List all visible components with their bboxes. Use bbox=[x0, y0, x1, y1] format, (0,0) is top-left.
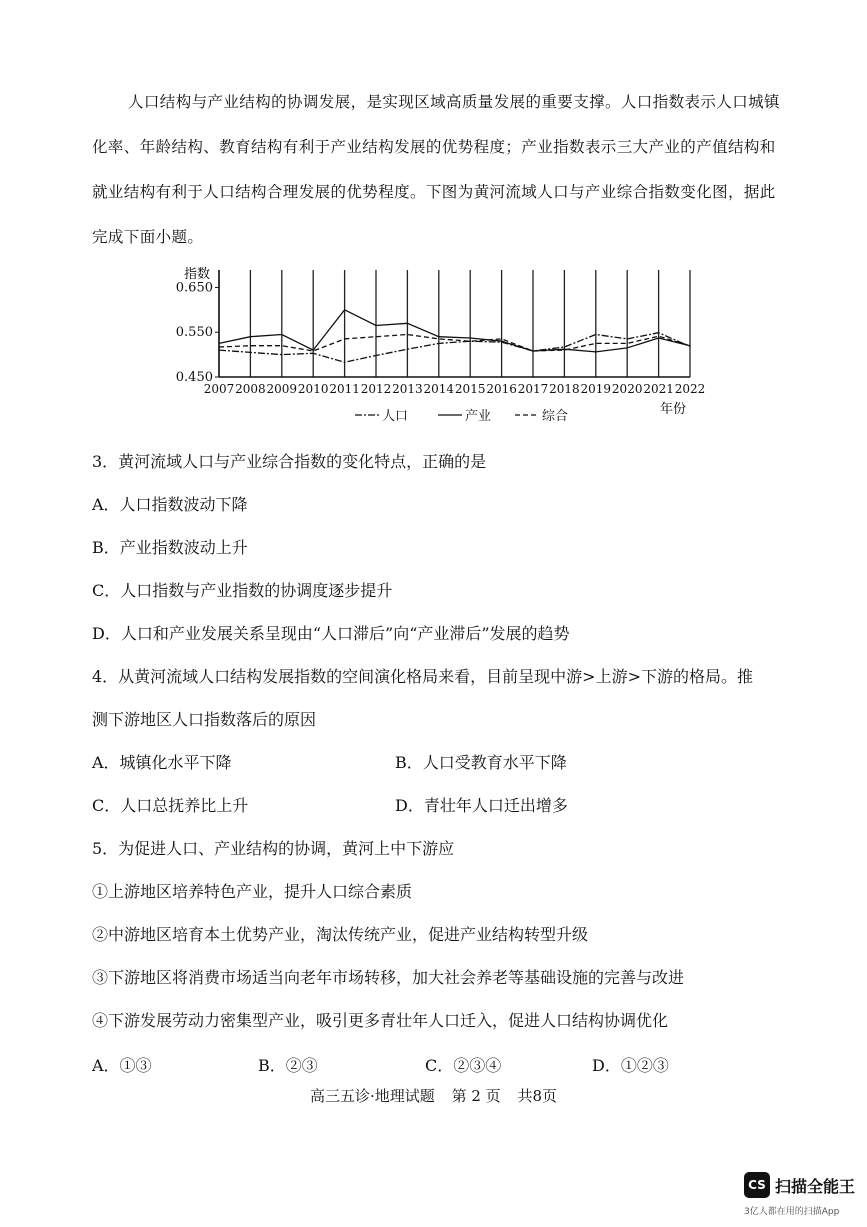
legend-label-综合: 综合 bbox=[542, 409, 569, 424]
chart-axes bbox=[176, 270, 705, 396]
intro-paragraph: 人口结构与产业结构的协调发展，是实现区域高质量发展的重要支撑。人口指数表示人口城镇化率、年龄结构、教育结构有利于产业结构发展的优势程度；产业指数表示三大产业的产值结构和就业结构有利于人口结构合理发展的优势程度。下图为黄河流域人口与产业综合指数变化图，据此完成下面小题。 bbox=[92, 93, 780, 246]
x-tick-label: 2009 bbox=[266, 382, 298, 396]
q3-option-c[interactable]: C．人口指数与产业指数的协调度逐步提升 bbox=[92, 581, 393, 600]
data-point bbox=[595, 334, 596, 335]
q4-option-d[interactable]: D．青壮年人口迁出增多 bbox=[395, 796, 568, 815]
q4-stem-line1: 4．从黄河流域人口结构发展指数的空间演化格局来看，目前呈现中游>上游>下游的格局。推 bbox=[92, 667, 753, 686]
data-point bbox=[501, 341, 502, 342]
x-tick-label: 2020 bbox=[611, 382, 643, 396]
line-chart bbox=[170, 264, 710, 434]
chart-series bbox=[218, 309, 690, 363]
data-point bbox=[689, 345, 690, 346]
chart-svg bbox=[170, 264, 710, 434]
data-point bbox=[407, 334, 408, 335]
data-point bbox=[344, 309, 345, 310]
q5-option-c[interactable]: C．②③④ bbox=[425, 1056, 502, 1075]
footer-page-number: 第 2 页 bbox=[451, 1087, 501, 1105]
x-tick-label: 2010 bbox=[297, 382, 329, 396]
data-point bbox=[313, 353, 314, 354]
x-tick-label: 2008 bbox=[235, 382, 266, 396]
data-point bbox=[375, 355, 376, 356]
data-point bbox=[658, 332, 659, 333]
footer-page-total: 共8页 bbox=[517, 1087, 557, 1105]
data-point bbox=[281, 334, 282, 335]
data-point bbox=[470, 337, 471, 338]
data-point bbox=[375, 336, 376, 337]
x-tick-label: 2019 bbox=[580, 382, 612, 396]
data-point bbox=[501, 338, 502, 339]
data-point bbox=[344, 338, 345, 339]
x-tick-label: 2015 bbox=[454, 382, 486, 396]
x-tick-label: 2013 bbox=[392, 382, 423, 396]
q5-item-4: ④下游发展劳动力密集型产业，吸引更多青壮年人口迁入，促进人口结构协调优化 bbox=[92, 1011, 669, 1030]
data-point bbox=[218, 346, 219, 347]
q5-option-a[interactable]: A．①③ bbox=[92, 1056, 152, 1075]
data-point bbox=[344, 362, 345, 363]
footer-subject: 高三五诊·地理试题 bbox=[310, 1087, 435, 1105]
q3-option-b[interactable]: B．产业指数波动上升 bbox=[92, 538, 248, 557]
x-tick-label: 2018 bbox=[549, 382, 580, 396]
data-point bbox=[281, 345, 282, 346]
data-point bbox=[627, 338, 628, 339]
y-tick-label: 0.550 bbox=[175, 325, 213, 341]
data-point bbox=[470, 341, 471, 342]
data-point bbox=[281, 354, 282, 355]
y-tick-label: 0.650 bbox=[175, 280, 213, 296]
q3-option-a[interactable]: A．人口指数波动下降 bbox=[92, 495, 248, 514]
data-point bbox=[595, 343, 596, 344]
data-point bbox=[532, 350, 533, 351]
page-footer bbox=[0, 1085, 867, 1106]
data-point bbox=[627, 343, 628, 344]
data-point bbox=[407, 323, 408, 324]
q5-stem: 5．为促进人口、产业结构的协调，黄河上中下游应 bbox=[92, 839, 455, 858]
chart-legend bbox=[355, 408, 568, 424]
data-point bbox=[218, 343, 219, 344]
q4-option-b[interactable]: B．人口受教育水平下降 bbox=[395, 753, 567, 772]
data-point bbox=[250, 345, 251, 346]
chart-grid bbox=[219, 270, 690, 377]
scanner-tagline: 3亿人都在用的扫描App bbox=[744, 1207, 840, 1217]
x-tick-label: 2022 bbox=[674, 382, 706, 396]
q4-option-a[interactable]: A．城镇化水平下降 bbox=[92, 753, 232, 772]
data-point bbox=[438, 338, 439, 339]
x-tick-label: 2011 bbox=[329, 382, 360, 396]
x-tick-label: 2012 bbox=[360, 382, 392, 396]
q5-item-1: ①上游地区培养特色产业，提升人口综合素质 bbox=[92, 882, 413, 901]
x-tick-label: 2021 bbox=[643, 382, 674, 396]
data-point bbox=[564, 346, 565, 347]
data-point bbox=[218, 350, 219, 351]
data-point bbox=[564, 350, 565, 351]
data-point bbox=[658, 336, 659, 337]
q4-option-c[interactable]: C．人口总抚养比上升 bbox=[92, 796, 249, 815]
data-point bbox=[375, 325, 376, 326]
data-point bbox=[250, 336, 251, 337]
cs-logo-icon: CS bbox=[744, 1172, 770, 1198]
x-tick-label: 2017 bbox=[517, 382, 549, 396]
q3-option-d[interactable]: D．人口和产业发展关系呈现由“人口滞后”向“产业滞后”发展的趋势 bbox=[92, 624, 570, 643]
scanner-watermark bbox=[744, 1168, 859, 1224]
x-axis-label: 年份 bbox=[660, 402, 687, 417]
data-point bbox=[313, 350, 314, 351]
q5-item-2: ②中游地区培育本土优势产业，淘汰传统产业，促进产业结构转型升级 bbox=[92, 925, 589, 944]
legend-label-产业: 产业 bbox=[465, 409, 492, 424]
series-line-产业 bbox=[219, 310, 690, 352]
data-point bbox=[595, 351, 596, 352]
q5-option-b[interactable]: B．②③ bbox=[258, 1056, 318, 1075]
data-point bbox=[250, 352, 251, 353]
q5-option-d[interactable]: D．①②③ bbox=[592, 1056, 669, 1075]
data-point bbox=[627, 347, 628, 348]
q4-stem-line2: 测下游地区人口指数落后的原因 bbox=[92, 710, 317, 729]
scanner-app-name: 扫描全能王 bbox=[775, 1177, 856, 1196]
q5-item-3: ③下游地区将消费市场适当向老年市场转移，加大社会养老等基础设施的完善与改进 bbox=[92, 968, 685, 987]
y-axis-label: 指数 bbox=[184, 267, 211, 282]
data-point bbox=[438, 336, 439, 337]
data-point bbox=[438, 343, 439, 344]
q3-stem: 3．黄河流域人口与产业综合指数的变化特点，正确的是 bbox=[92, 452, 487, 471]
x-tick-label: 2016 bbox=[486, 382, 517, 396]
y-tick-label: 0.450 bbox=[175, 370, 213, 385]
data-point bbox=[407, 349, 408, 350]
x-tick-label: 2014 bbox=[423, 382, 455, 396]
legend-label-人口: 人口 bbox=[382, 409, 409, 424]
data-point bbox=[658, 337, 659, 338]
x-tick-label: 2007 bbox=[203, 382, 235, 396]
